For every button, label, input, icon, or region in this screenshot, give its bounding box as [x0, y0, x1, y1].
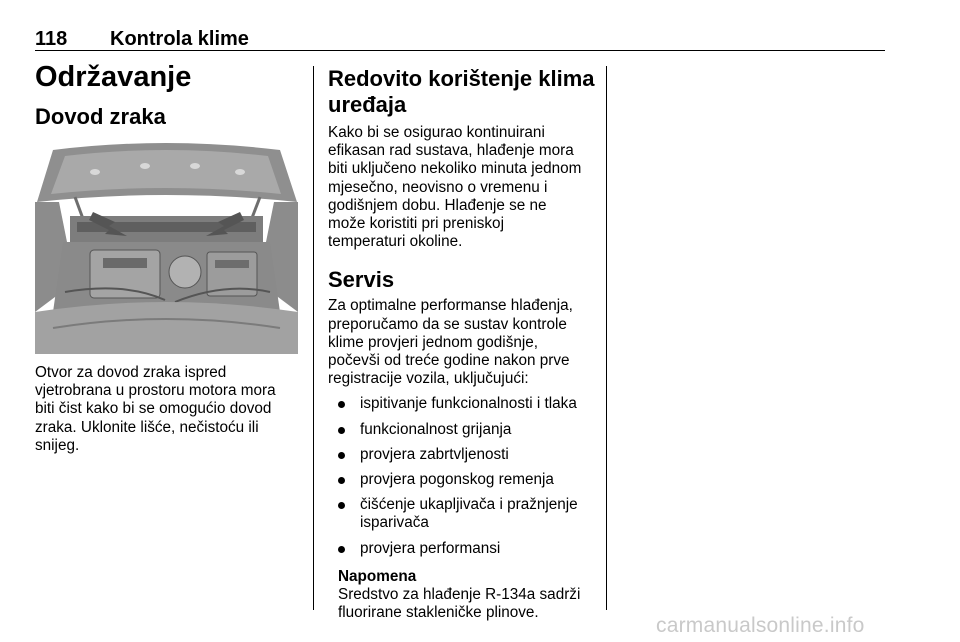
- service-heading: Servis: [328, 267, 395, 293]
- list-item: [328, 446, 596, 464]
- list-item: [328, 471, 596, 489]
- list-item: [328, 421, 596, 439]
- service-paragraph: Za optimalne performanse hlađenja, preporučamo da se sustav kontrole klime provjeri jednom godišnje, počevši od treće godine nakon prve registracije vozila, uključujući:: [328, 297, 573, 388]
- list-item-text: provjera performansi: [360, 539, 501, 557]
- list-item: [328, 395, 596, 413]
- list-item-text: provjera zabrtvljenosti: [360, 445, 509, 463]
- watermark: carmanualsonline.info: [656, 614, 865, 637]
- bullet-icon: [338, 477, 345, 484]
- bullet-icon: [338, 502, 345, 509]
- page-number: 118: [35, 28, 68, 50]
- regular-use-paragraph: Kako bi se osigurao kontinuirani efikasan rad sustava, hlađenje mora biti uključeno nekoliko minuta jednom mjesečno, neovisno o vremenu i godišnjem dobu. Hlađenje se ne može koristiti pri preniskoj temperaturi okoline.: [328, 124, 582, 251]
- chapter-title: Kontrola klime: [110, 28, 249, 50]
- list-item: [328, 496, 596, 532]
- page-header: [35, 28, 885, 52]
- regular-use-heading: Redovito korištenje klima uređaja: [328, 66, 595, 117]
- column-divider-1: [313, 66, 314, 610]
- bullet-icon: [338, 401, 345, 408]
- engine-compartment-illustration: [35, 142, 298, 354]
- left-column: [35, 60, 300, 455]
- service-checklist: [328, 395, 596, 557]
- note-box: [338, 568, 596, 623]
- bullet-icon: [338, 546, 345, 553]
- list-item-text: provjera pogonskog remenja: [360, 471, 554, 489]
- list-item: [328, 540, 596, 558]
- note-title: Napomena: [338, 567, 417, 585]
- header-rule: [35, 50, 885, 51]
- right-column: [328, 66, 596, 622]
- note-text: Sredstvo za hlađenje R-134a sadrži fluorirane stakleničke plinove.: [338, 586, 581, 622]
- list-item-text: čišćenje ukapljivača i pražnjenje isparivača: [360, 496, 578, 532]
- list-item-text: funkcionalnost grijanja: [360, 420, 512, 438]
- bullet-icon: [338, 427, 345, 434]
- section-title: Održavanje: [35, 61, 192, 93]
- bullet-icon: [338, 452, 345, 459]
- subsection-title: Dovod zraka: [35, 104, 166, 129]
- list-item-text: ispitivanje funkcionalnosti i tlaka: [360, 395, 577, 413]
- column-divider-2: [606, 66, 607, 610]
- intake-caption: Otvor za dovod zraka ispred vjetrobrana u prostoru motora mora biti čist kako bi se omogućio dovod zraka. Uklonite lišće, nečistoću ili snijeg.: [35, 364, 276, 454]
